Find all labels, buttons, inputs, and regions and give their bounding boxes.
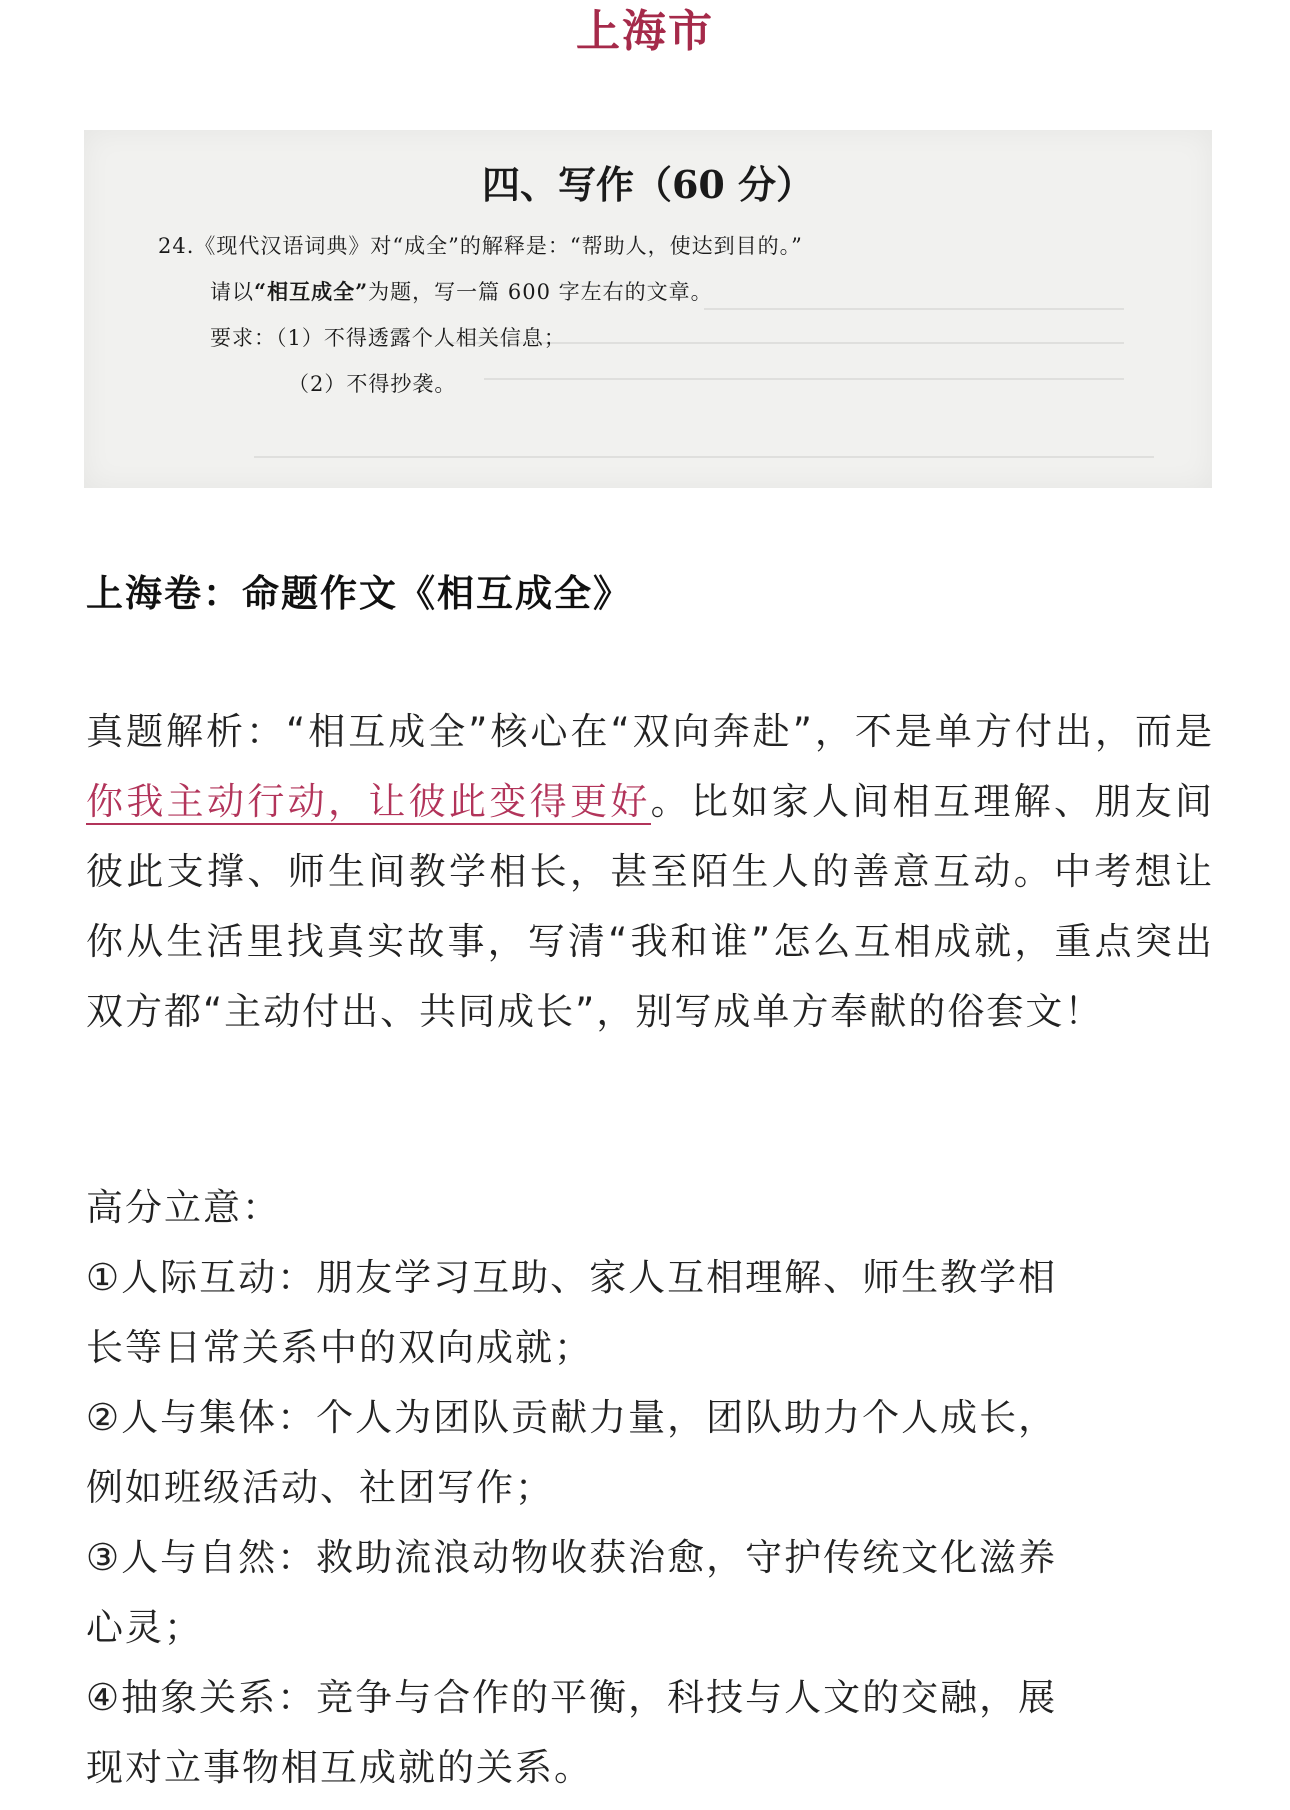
exam-requirement-row-1 (210, 322, 566, 354)
idea-line: ③人与自然：救助流浪动物收获治愈，守护传统文化滋养 (86, 1536, 1058, 1579)
exam-requirement-1: （1）不得透露个人相关信息； (276, 326, 566, 350)
exam-question-text: 24.《现代汉语词典》对“成全”的解释是：“帮助人，使达到目的。” (158, 234, 803, 258)
idea-line: 心灵； (86, 1606, 203, 1649)
exam-requirement-row-2 (288, 368, 456, 400)
exam-instruction (210, 276, 713, 308)
idea-line: 例如班级活动、社团写作； (86, 1466, 554, 1509)
idea-line: ①人际互动：朋友学习互助、家人互相理解、师生教学相 (86, 1256, 1058, 1299)
exam-instruction-prefix: 请以 (210, 280, 254, 304)
idea-line: 现对立事物相互成就的关系。 (86, 1746, 593, 1789)
exam-instruction-topic: “相互成全” (254, 279, 369, 304)
ideas-label: 高分立意： (86, 1186, 281, 1229)
exam-instruction-suffix: 为题，写一篇 600 字左右的文章。 (368, 280, 713, 304)
exam-section-heading: 四、写作（60 分） (481, 162, 815, 207)
bleed-through-mark (704, 308, 1124, 310)
analysis-paragraph (86, 697, 1214, 1047)
idea-line: ②人与集体：个人为团队贡献力量，团队助力个人成长， (86, 1396, 1058, 1439)
exam-requirements-label: 要求： (210, 326, 276, 350)
exam-question-image (84, 130, 1212, 488)
bleed-through-mark (484, 378, 1124, 380)
page-title: 上海市 (576, 6, 714, 57)
idea-line: 长等日常关系中的双向成就； (86, 1326, 593, 1369)
analysis-text-2: 。比如家人间相互理解、朋友间彼此支撑、师生间教学相长，甚至陌生人的善意互动。中考想让你从生活里找真实故事，写清“我和谁”怎么互相成就，重点突出双方都“主动付出、共同成长”，别写成单方奉献的俗套文！ (86, 780, 1215, 1033)
idea-line: ④抽象关系：竞争与合作的平衡，科技与人文的交融，展 (86, 1676, 1058, 1719)
section-heading: 上海卷：命题作文《相互成全》 (86, 572, 632, 615)
exam-requirement-2: （2）不得抄袭。 (288, 372, 457, 396)
analysis-text-1: 真题解析：“相互成全”核心在“双向奔赴”，不是单方付出，而是 (86, 710, 1214, 753)
bleed-through-mark (254, 456, 1154, 458)
analysis-highlight: 你我主动行动，让彼此变得更好 (86, 780, 651, 823)
